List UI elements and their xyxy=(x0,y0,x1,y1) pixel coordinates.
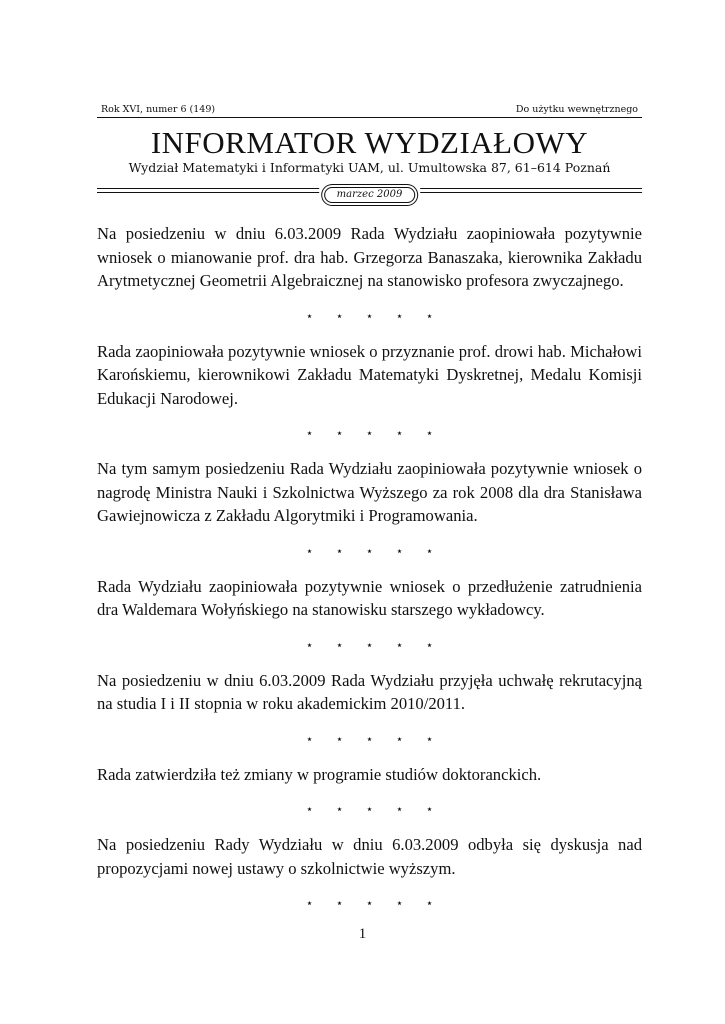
star-icon: ⋆ xyxy=(305,731,314,746)
usage-note: Do użytku wewnętrznego xyxy=(515,104,638,115)
news-item: Rada Wydziału zaopiniowała pozytywnie wniosek o przedłużenie zatrudnienia dra Waldemara Wołyńskiego na stanowisku starszego wykładowcy. xyxy=(97,576,642,619)
star-icon: ⋆ xyxy=(395,543,404,558)
issue-date: marzec 2009 xyxy=(324,187,416,203)
star-icon: ⋆ xyxy=(395,426,404,440)
star-icon: ⋆ xyxy=(425,802,434,816)
star-icon: ⋆ xyxy=(305,426,314,440)
top-line xyxy=(97,104,642,118)
news-content xyxy=(97,222,642,910)
star-icon: ⋆ xyxy=(305,896,314,910)
star-icon: ⋆ xyxy=(335,637,344,652)
page-number: 1 xyxy=(358,926,367,942)
news-item: Na posiedzeniu Rady Wydziału w dniu 6.03.2009 odbyła się dyskusja nad propozycjami nowej ustawy o szkolnictwie wyższym. xyxy=(97,835,642,878)
star-icon: ⋆ xyxy=(365,543,374,558)
masthead xyxy=(97,126,642,200)
star-icon: ⋆ xyxy=(335,308,344,323)
faculty-address: Wydział Matematyki i Informatyki UAM, ul. Umultowska 87, 61–614 Poznań xyxy=(128,160,611,175)
star-icon: ⋆ xyxy=(425,896,434,910)
star-icon: ⋆ xyxy=(395,731,404,746)
star-icon: ⋆ xyxy=(395,802,404,816)
star-icon: ⋆ xyxy=(425,543,434,558)
star-separator xyxy=(97,638,642,652)
star-icon: ⋆ xyxy=(335,731,344,746)
news-item: Rada zaopiniowała pozytywnie wniosek o przyznanie prof. drowi hab. Michałowi Karońskiemu, kierownikowi Zakładu Matematyki Dyskretnej, Medalu Komisji Edukacji Narodowej. xyxy=(97,341,642,408)
news-item: Na posiedzeniu w dniu 6.03.2009 Rada Wydziału zaopiniowała pozytywnie wniosek o mianowanie prof. dra hab. Grzegorza Banaszaka, kierownika Zakładu Arytmetycznej Geometrii Algebraicznej na stanowisko profesora zwyczajnego. xyxy=(97,224,642,290)
star-icon: ⋆ xyxy=(365,731,374,746)
star-icon: ⋆ xyxy=(305,543,314,558)
star-icon: ⋆ xyxy=(365,802,374,816)
star-icon: ⋆ xyxy=(305,802,314,816)
star-icon: ⋆ xyxy=(395,637,404,652)
star-icon: ⋆ xyxy=(395,308,404,323)
star-icon: ⋆ xyxy=(425,637,434,652)
star-icon: ⋆ xyxy=(335,896,344,910)
date-line xyxy=(97,182,642,200)
star-icon: ⋆ xyxy=(365,896,374,910)
issue-number: Rok XVI, numer 6 (149) xyxy=(101,104,216,115)
star-icon: ⋆ xyxy=(425,426,434,440)
star-icon: ⋆ xyxy=(335,802,344,816)
star-separator xyxy=(97,426,642,440)
star-icon: ⋆ xyxy=(305,637,314,652)
date-box xyxy=(319,182,421,203)
star-icon: ⋆ xyxy=(335,426,344,440)
star-separator xyxy=(97,309,642,323)
star-icon: ⋆ xyxy=(425,308,434,323)
star-icon: ⋆ xyxy=(335,543,344,558)
star-icon: ⋆ xyxy=(365,426,374,440)
star-icon: ⋆ xyxy=(365,308,374,323)
news-item: Na tym samym posiedzeniu Rada Wydziału zaopiniowała pozytywnie wniosek o nagrodę Ministra Nauki i Szkolnictwa Wyższego za rok 2008 dla dra Stanisława Gawiejnowicza z Zakładu Algorytmiki i Programowania. xyxy=(97,459,642,525)
star-icon: ⋆ xyxy=(395,896,404,910)
star-icon: ⋆ xyxy=(425,731,434,746)
star-separator xyxy=(97,544,642,558)
star-separator xyxy=(97,802,642,816)
news-item: Rada zatwierdziła też zmiany w programie studiów doktoranckich. xyxy=(97,764,542,784)
newsletter-title: INFORMATOR WYDZIAŁOWY xyxy=(150,125,589,160)
newsletter-page xyxy=(97,104,642,927)
star-icon: ⋆ xyxy=(365,637,374,652)
star-separator xyxy=(97,896,642,910)
news-item: Na posiedzeniu w dniu 6.03.2009 Rada Wydziału przyjęła uchwałę rekrutacyjną na studia I i II stopnia w roku akademickim 2010/2011. xyxy=(97,670,642,713)
star-icon: ⋆ xyxy=(305,308,314,323)
star-separator xyxy=(97,732,642,746)
